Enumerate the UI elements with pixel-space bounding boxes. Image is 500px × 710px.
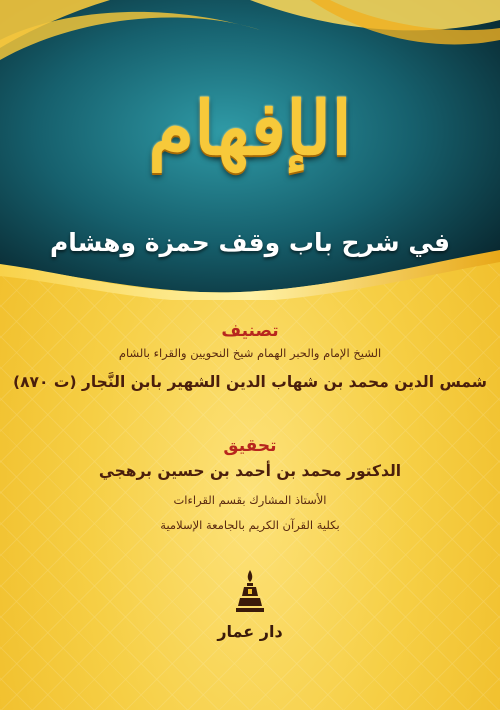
- author-description: الشيخ الإمام والحبر الهمام شيخ النحويين والقراء بالشام: [118, 346, 382, 360]
- editor-affiliation: بكلية القرآن الكريم بالجامعة الإسلامية: [160, 518, 340, 532]
- editor-role: الأستاذ المشارك بقسم القراءات: [173, 493, 327, 507]
- editor-name: الدكتور محمد بن أحمد بن حسين برهجي: [98, 462, 402, 480]
- book-subtitle: في شرح باب وقف حمزة وهشام: [49, 228, 451, 257]
- dar-ammar-lamp-logo-icon: [234, 568, 266, 618]
- editor-heading: تحقيق: [223, 436, 277, 456]
- book-title: الإفهام: [148, 86, 352, 172]
- author-heading: تصنيف: [221, 321, 279, 341]
- publisher-name: دار عمار: [217, 622, 283, 641]
- author-name: شمس الدين محمد بن شهاب الدين الشهير بابن النَّجار (ت ٨٧٠): [12, 373, 487, 391]
